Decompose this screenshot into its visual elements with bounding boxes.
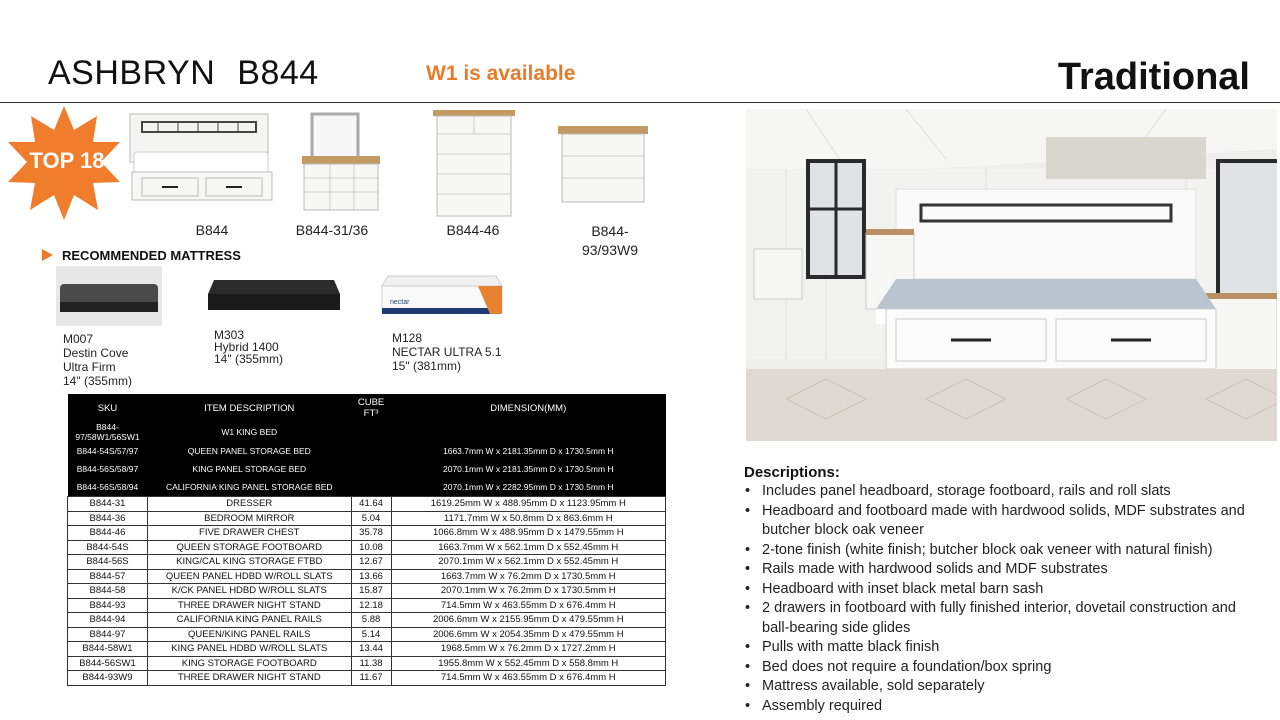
header-divider [0,102,1280,103]
mattress-m128-image [380,274,504,318]
table-row [68,569,666,584]
table-row-set [68,442,666,460]
cell-dim: 1619.25mm W x 488.95mm D x 1123.95mm H [391,497,665,512]
header-cube: CUBE FT³ [351,394,391,422]
availability-note: W1 is available [426,62,576,85]
cell-dim: 1955.8mm W x 552.45mm D x 558.8mm H [391,656,665,671]
list-item: • Headboard and footboard made with hardwood solids, MDF substrates and butcher block oak veneer [744,502,1264,541]
cell-cube: 12.67 [351,555,391,570]
cell-dim: 1066.8mm W x 488.95mm D x 1479.55mm H [391,526,665,541]
cell-dim: 714.5mm W x 463.55mm D x 676.4mm H [391,598,665,613]
cell-dim: 1171.7mm W x 50.8mm D x 863.6mm H [391,511,665,526]
cell-desc: KING PANEL STORAGE BED [147,460,351,478]
triangle-bullet-icon [42,249,53,261]
m303-code: M303 [214,328,245,342]
cell-dim: 2006.6mm W x 2155.95mm D x 479.55mm H [391,613,665,628]
cell-cube [351,442,391,460]
cell-desc: THREE DRAWER NIGHT STAND [147,598,351,613]
cell-sku: B844-46 [68,526,148,541]
cell-dim: 1968.5mm W x 76.2mm D x 1727.2mm H [391,642,665,657]
mattress-m007-image [56,266,162,326]
list-item: • Assembly required [744,697,1264,717]
cell-dim: 2006.6mm W x 2054.35mm D x 479.55mm H [391,627,665,642]
table-row [68,642,666,657]
cell-cube [351,478,391,497]
cell-desc: QUEEN PANEL STORAGE BED [147,442,351,460]
header-dimension: DIMENSION(MM) [391,394,665,422]
top-badge-text: TOP 18 [29,148,105,173]
table-row [68,584,666,599]
cell-desc: K/CK PANEL HDBD W/ROLL SLATS [147,584,351,599]
cell-cube [351,422,391,442]
collection-code: B844 [237,54,319,92]
recommended-mattress-title: RECOMMENDED MATTRESS [62,248,241,263]
cell-cube: 12.18 [351,598,391,613]
cell-sku: B844-31 [68,497,148,512]
cell-cube: 11.38 [351,656,391,671]
cell-dim: 2070.1mm W x 562.1mm D x 552.45mm H [391,555,665,570]
cell-desc: W1 KING BED [147,422,351,442]
list-item: • Includes panel headboard, storage footboard, rails and roll slats [744,482,1264,502]
list-item: • Rails made with hardwood solids and MDF substrates [744,560,1264,580]
cell-cube: 11.67 [351,671,391,686]
cell-desc: KING/CAL KING STORAGE FTBD [147,555,351,570]
product-label-dresser: B844-31/36 [295,222,369,238]
table-row [68,598,666,613]
style-title: Traditional [1057,56,1250,98]
cell-sku: B844-36 [68,511,148,526]
cell-sku: B844-58 [68,584,148,599]
cell-dim [391,422,665,442]
m128-line1: NECTAR ULTRA 5.1 [392,345,502,359]
table-row [68,613,666,628]
m007-line2: Ultra Firm [63,360,116,374]
cell-dim: 2070.1mm W x 2282.95mm D x 1730.5mm H [391,478,665,497]
table-row [68,540,666,555]
cell-sku: B844-54S [68,540,148,555]
cell-desc: THREE DRAWER NIGHT STAND [147,671,351,686]
header-sku: SKU [68,394,148,422]
cell-sku: B844-54S/57/97 [68,442,148,460]
product-label-bed: B844 [195,222,229,238]
cell-desc: KING PANEL HDBD W/ROLL SLATS [147,642,351,657]
cell-sku: B844-56S/58/97 [68,460,148,478]
cell-desc: DRESSER [147,497,351,512]
m303-line2: 14" (355mm) [214,352,283,366]
cell-desc: QUEEN/KING PANEL RAILS [147,627,351,642]
nightstand-label-line1: B844- [591,223,629,239]
cell-cube: 15.87 [351,584,391,599]
mattress-m007-label [63,332,132,388]
list-item: • 2 drawers in footboard with fully finished interior, dovetail construction and ball-bearing side glides [744,599,1264,638]
spec-table [67,394,666,686]
mattress-m303-label [214,329,283,365]
cell-sku: B844-57 [68,569,148,584]
list-item: • Mattress available, sold separately [744,677,1264,697]
cell-sku: B844-58W1 [68,642,148,657]
collection-title [48,54,319,93]
cell-desc: CALIFORNIA KING PANEL STORAGE BED [147,478,351,497]
collection-name: ASHBRYN [48,54,216,92]
table-row [68,526,666,541]
m128-line2: 15" (381mm) [392,359,461,373]
table-row-set [68,460,666,478]
cell-cube: 10.08 [351,540,391,555]
m007-code: M007 [63,332,94,346]
cell-dim: 1663.7mm W x 2181.35mm D x 1730.5mm H [391,442,665,460]
cell-desc: QUEEN PANEL HDBD W/ROLL SLATS [147,569,351,584]
mattress-m303-image [206,276,342,316]
table-row-set [68,422,666,442]
panel-storage-bed-image [128,112,274,204]
dresser-mirror-image [300,112,382,216]
cell-cube: 13.66 [351,569,391,584]
cell-dim: 714.5mm W x 463.55mm D x 676.4mm H [391,671,665,686]
cell-sku: B844-56S/58/94 [68,478,148,497]
table-row [68,555,666,570]
product-label-nightstand [565,222,655,260]
descriptions-list [744,482,1264,716]
descriptions-title: Descriptions: [744,464,840,481]
cell-sku: B844-93 [68,598,148,613]
chest-image [433,110,515,220]
list-item: • Headboard with inset black metal barn sash [744,580,1264,600]
list-item: • Bed does not require a foundation/box spring [744,658,1264,678]
cell-dim: 1663.7mm W x 76.2mm D x 1730.5mm H [391,569,665,584]
m007-line3: 14" (355mm) [63,374,132,388]
cell-sku: B844-97 [68,627,148,642]
table-row-set [68,478,666,497]
list-item: • Pulls with matte black finish [744,638,1264,658]
list-item: • 2-tone finish (white finish; butcher block oak veneer with natural finish) [744,541,1264,561]
cell-sku: B844-94 [68,613,148,628]
nightstand-label-line2: 93/93W9 [581,242,639,258]
table-row [68,671,666,686]
m007-line1: Destin Cove [63,346,129,360]
cell-dim: 2070.1mm W x 2181.35mm D x 1730.5mm H [391,460,665,478]
product-label-chest: B844-46 [446,222,500,238]
table-row [68,511,666,526]
nightstand-image [558,126,648,206]
cell-dim: 1663.7mm W x 562.1mm D x 552.45mm H [391,540,665,555]
cell-cube: 41.64 [351,497,391,512]
header-description: ITEM DESCRIPTION [147,394,351,422]
cell-cube: 5.88 [351,613,391,628]
cell-cube: 35.78 [351,526,391,541]
table-row [68,656,666,671]
cell-dim: 2070.1mm W x 76.2mm D x 1730.5mm H [391,584,665,599]
cell-cube: 13.44 [351,642,391,657]
mattress-m128-label [392,331,502,373]
cell-desc: CALIFORNIA KING PANEL RAILS [147,613,351,628]
cell-cube: 5.14 [351,627,391,642]
cell-desc: FIVE DRAWER CHEST [147,526,351,541]
cell-desc: BEDROOM MIRROR [147,511,351,526]
bedroom-room-photo [746,109,1277,441]
cell-desc: QUEEN STORAGE FOOTBOARD [147,540,351,555]
cell-cube [351,460,391,478]
cell-cube: 5.04 [351,511,391,526]
m128-code: M128 [392,331,423,345]
cell-sku: B844-97/58W1/56SW1 [68,422,148,442]
table-row [68,497,666,512]
cell-desc: KING STORAGE FOOTBOARD [147,656,351,671]
cell-sku: B844-56SW1 [68,656,148,671]
cell-sku: B844-93W9 [68,671,148,686]
table-row [68,627,666,642]
m303-line1: Hybrid 1400 [214,340,279,354]
cell-sku: B844-56S [68,555,148,570]
nectar-logo-text: nectar [390,299,410,306]
